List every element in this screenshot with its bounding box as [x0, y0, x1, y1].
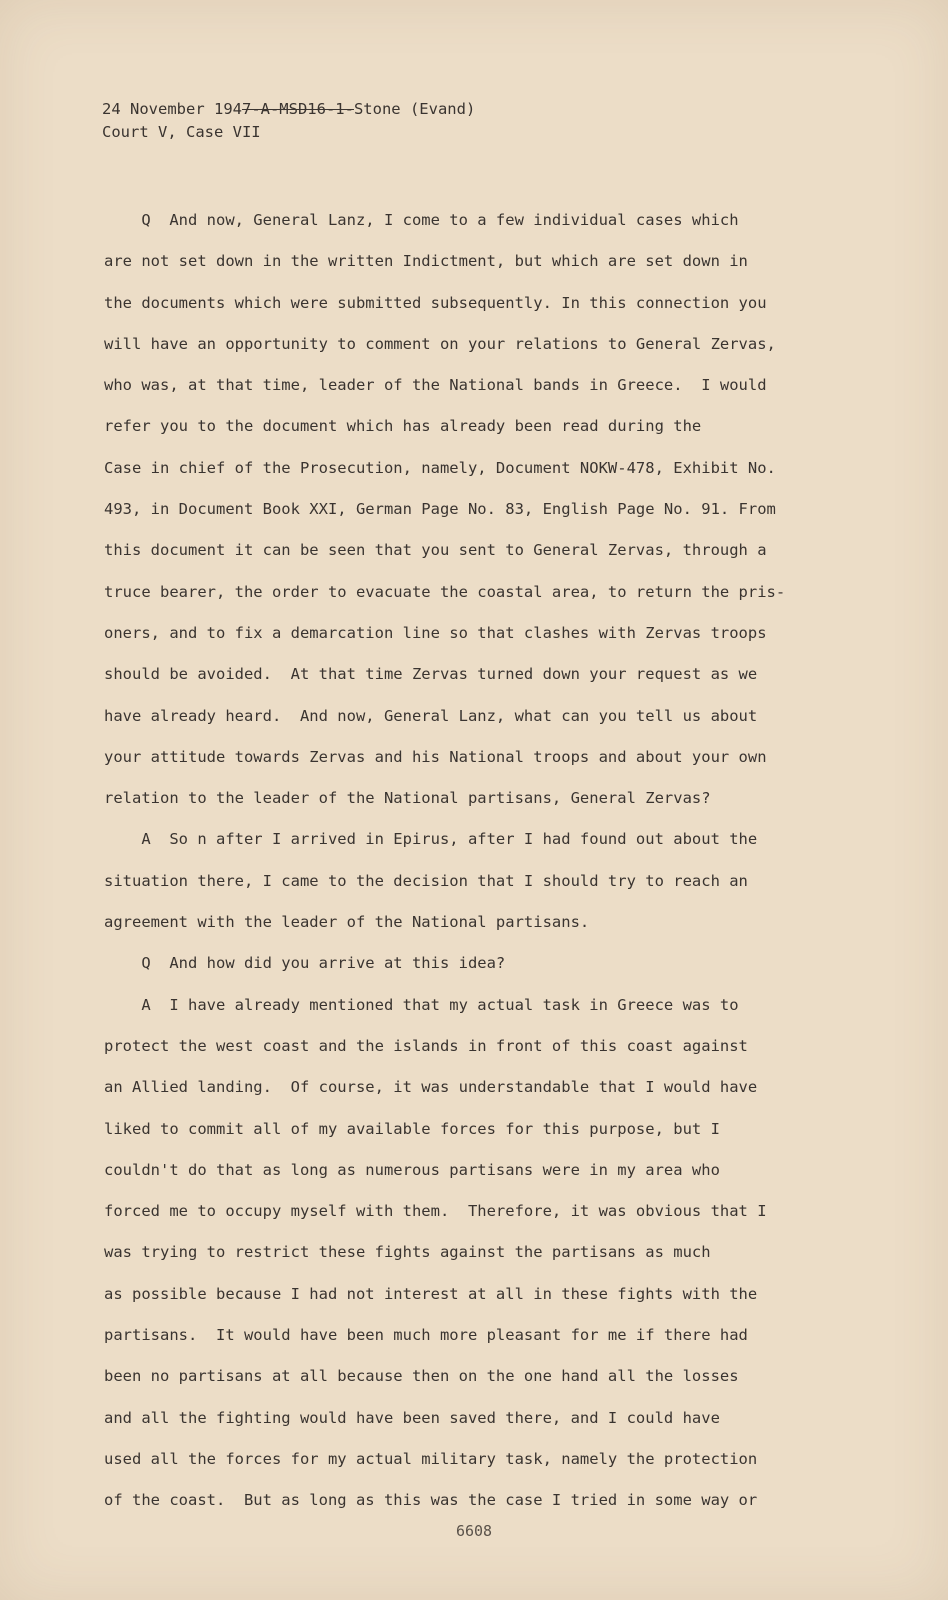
- transcript-line: Q And how did you arrive at this idea?: [104, 954, 506, 973]
- header-reporter: Stone (Evand): [353, 100, 476, 118]
- transcript-line: partisans. It would have been much more pleasant for me if there had: [104, 1326, 748, 1345]
- transcript-line: protect the west coast and the islands in front of this coast against: [104, 1036, 748, 1055]
- transcript-line: situation there, I came to the decision that I should try to reach an: [104, 871, 748, 890]
- transcript-line: have already heard. And now, General Lanz, what can you tell us about: [104, 706, 758, 725]
- transcript-line: relation to the leader of the National partisans, General Zervas?: [104, 789, 711, 808]
- transcript-line: the documents which were submitted subsequently. In this connection you: [104, 293, 767, 312]
- transcript-line: are not set down in the written Indictment, but which are set down in: [104, 252, 748, 271]
- transcript-line: refer you to the document which has already been read during the: [104, 417, 702, 436]
- transcript-line: should be avoided. At that time Zervas turned down your request as we: [104, 665, 758, 684]
- transcript-line: truce bearer, the order to evacuate the coastal area, to return the pris-: [104, 582, 786, 601]
- transcript-body: [104, 200, 849, 1522]
- transcript-line: will have an opportunity to comment on your relations to General Zervas,: [104, 334, 776, 353]
- page-number: 6608: [455, 1522, 493, 1540]
- transcript-line: oners, and to fix a demarcation line so that clashes with Zervas troops: [104, 623, 767, 642]
- transcript-line: and all the fighting would have been saved there, and I could have: [104, 1408, 720, 1427]
- header-date: 24 November 194: [102, 100, 242, 118]
- document-header: [102, 98, 475, 144]
- transcript-line: of the coast. But as long as this was the case I tried in some way or: [104, 1491, 758, 1510]
- transcript-line: an Allied landing. Of course, it was understandable that I would have: [104, 1078, 758, 1097]
- transcript-line: A So n after I arrived in Epirus, after I had found out about the: [104, 830, 758, 849]
- transcript-line: 493, in Document Book XXI, German Page No. 83, English Page No. 91. From: [104, 500, 776, 519]
- transcript-line: Case in chief of the Prosecution, namely, Document NOKW-478, Exhibit No.: [104, 458, 776, 477]
- transcript-line: your attitude towards Zervas and his National troops and about your own: [104, 747, 767, 766]
- transcript-line: liked to commit all of my available forces for this purpose, but I: [104, 1119, 720, 1138]
- transcript-line: this document it can be seen that you sent to General Zervas, through a: [104, 541, 767, 560]
- transcript-line: used all the forces for my actual military task, namely the protection: [104, 1449, 758, 1468]
- transcript-line: as possible because I had not interest at all in these fights with the: [104, 1284, 758, 1303]
- transcript-line: A I have already mentioned that my actual task in Greece was to: [104, 995, 739, 1014]
- transcript-line: Q And now, General Lanz, I come to a few individual cases which: [104, 211, 739, 229]
- transcript-line: agreement with the leader of the National partisans.: [104, 913, 590, 932]
- transcript-line: forced me to occupy myself with them. Therefore, it was obvious that I: [104, 1202, 767, 1221]
- transcript-line: been no partisans at all because then on the one hand all the losses: [104, 1367, 739, 1386]
- header-court-case: Court V, Case VII: [102, 123, 261, 141]
- header-struck-code: 7-A-MSD16-1-: [241, 100, 354, 118]
- transcript-line: who was, at that time, leader of the National bands in Greece. I would: [104, 376, 767, 395]
- transcript-line: couldn't do that as long as numerous partisans were in my area who: [104, 1160, 720, 1179]
- transcript-line: was trying to restrict these fights against the partisans as much: [104, 1243, 711, 1262]
